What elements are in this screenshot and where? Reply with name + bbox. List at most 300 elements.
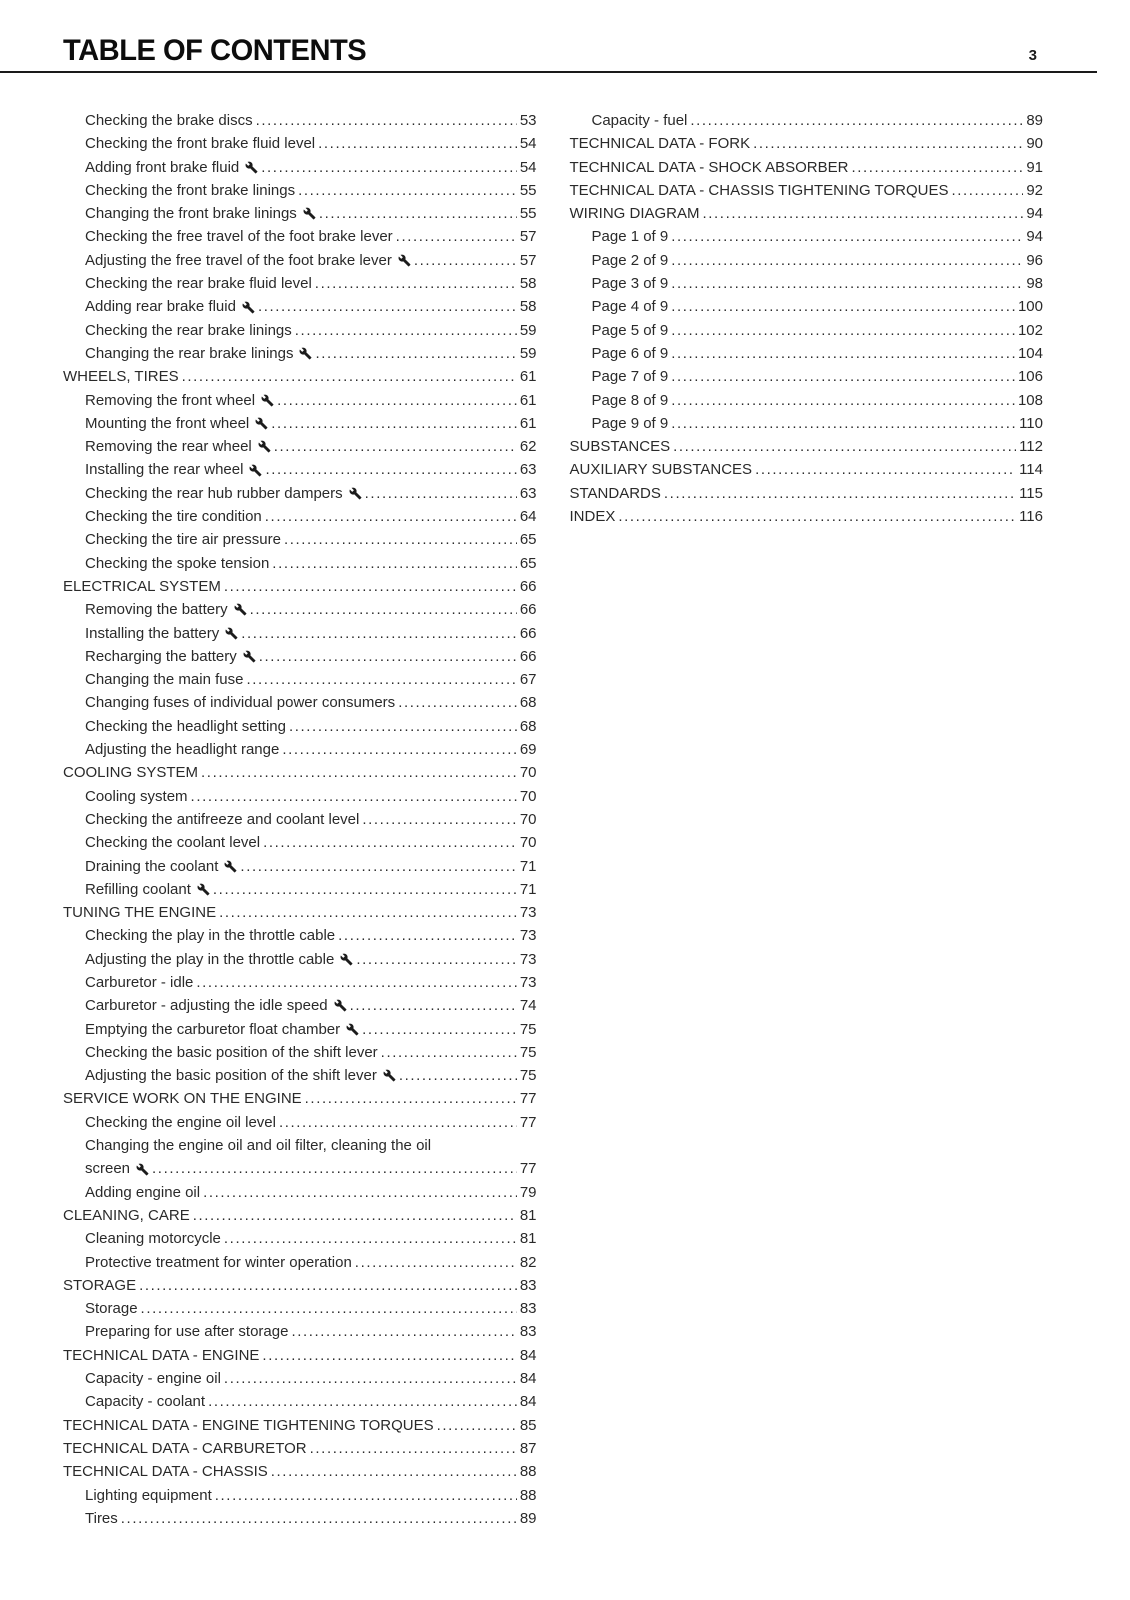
toc-entry xyxy=(63,645,537,668)
toc-entry-label: Page 4 of 9 xyxy=(591,298,669,316)
toc-entry xyxy=(63,924,537,947)
dot-leader xyxy=(671,412,1016,435)
toc-entry xyxy=(63,785,537,808)
toc-section-entry xyxy=(63,1414,537,1437)
dot-leader xyxy=(690,109,1023,132)
toc-entry xyxy=(570,249,1044,272)
toc-entry-page: 66 xyxy=(519,601,537,619)
toc-entry-label: TECHNICAL DATA - ENGINE xyxy=(63,1346,260,1364)
toc-entry xyxy=(570,389,1044,412)
toc-section-entry xyxy=(570,505,1044,528)
toc-entry-row xyxy=(85,482,537,505)
toc-entry xyxy=(63,1018,537,1041)
toc-entry-row xyxy=(592,365,1044,388)
dot-leader xyxy=(350,994,517,1017)
toc-entry-page: 85 xyxy=(519,1416,537,1434)
toc-entry xyxy=(63,202,537,225)
toc-entry-row xyxy=(85,971,537,994)
toc-entry xyxy=(63,505,537,528)
toc-entry-page: 75 xyxy=(519,1020,537,1038)
toc-entry-page: 75 xyxy=(519,1067,537,1085)
toc-entry xyxy=(63,295,537,318)
dot-leader xyxy=(213,878,517,901)
toc-entry xyxy=(570,365,1044,388)
wrench-icon xyxy=(303,207,316,220)
toc-entry xyxy=(63,668,537,691)
toc-entry-page: 88 xyxy=(519,1463,537,1481)
toc-entry xyxy=(63,156,537,179)
toc-entry-label: TECHNICAL DATA - CHASSIS TIGHTENING TORQUES xyxy=(569,181,949,199)
dot-leader xyxy=(203,1181,517,1204)
dot-leader xyxy=(224,1227,517,1250)
toc-entry-label: Checking the front brake fluid level xyxy=(85,135,316,153)
toc-entry xyxy=(63,552,537,575)
wrench-icon xyxy=(243,650,256,663)
dot-leader xyxy=(258,295,517,318)
toc-entry xyxy=(63,389,537,412)
toc-entry-row xyxy=(592,342,1044,365)
toc-entry-page: 87 xyxy=(519,1439,537,1457)
toc-entry-label: SUBSTANCES xyxy=(569,438,671,456)
wrench-icon xyxy=(261,394,274,407)
toc-entry-row xyxy=(592,109,1044,132)
toc-entry-page: 89 xyxy=(1026,112,1043,129)
toc-entry xyxy=(570,412,1044,435)
wrench-icon xyxy=(398,254,411,267)
toc-entry-page: 91 xyxy=(1026,158,1043,176)
dot-leader xyxy=(618,505,1016,528)
dot-leader xyxy=(219,901,517,924)
toc-entry-label: Checking the engine oil level xyxy=(85,1113,276,1131)
toc-entry-row xyxy=(592,249,1044,272)
toc-entry-page: 77 xyxy=(519,1113,537,1131)
dot-leader xyxy=(396,225,517,248)
toc-entry-row xyxy=(85,785,537,808)
toc-entry-row xyxy=(85,1181,537,1204)
dot-leader xyxy=(246,668,516,691)
toc-entry-page: 73 xyxy=(519,950,537,968)
wrench-icon xyxy=(349,487,362,500)
toc-entry-page: 88 xyxy=(519,1486,537,1504)
toc-entry-row xyxy=(85,1297,537,1320)
toc-entry-label: Adjusting the headlight range xyxy=(85,741,280,759)
toc-entry-page: 70 xyxy=(519,764,537,782)
toc-entry-page: 70 xyxy=(519,810,537,828)
toc-entry-page: 55 xyxy=(519,181,537,199)
toc-entry-row xyxy=(592,389,1044,412)
toc-entry-page: 54 xyxy=(519,158,537,176)
dot-leader xyxy=(305,1087,517,1110)
toc-entry-label: Checking the spoke tension xyxy=(85,554,270,572)
toc-entry-label: ELECTRICAL SYSTEM xyxy=(63,577,221,595)
toc-entry-row xyxy=(85,738,537,761)
toc-entry-label: Checking the rear hub rubber dampers xyxy=(85,484,343,502)
toc-entry-label: Page 1 of 9 xyxy=(591,228,669,246)
toc-entry-row xyxy=(592,295,1044,318)
toc-entry-page: 96 xyxy=(1026,251,1043,269)
toc-column-right xyxy=(570,109,1044,1530)
toc-entry-label: Removing the rear wheel xyxy=(85,438,252,456)
toc-entry-label: TECHNICAL DATA - SHOCK ABSORBER xyxy=(569,158,849,176)
dot-leader xyxy=(215,1484,517,1507)
toc-entry-row xyxy=(63,901,537,924)
dot-leader xyxy=(295,319,517,342)
toc-entry-row xyxy=(63,1274,537,1297)
dot-leader xyxy=(398,691,517,714)
toc-entry-row xyxy=(570,132,1044,155)
toc-entry-label: INDEX xyxy=(569,508,616,526)
toc-entry-page: 100 xyxy=(1017,298,1043,316)
dot-leader xyxy=(201,761,517,784)
toc-entry-row xyxy=(85,668,537,691)
toc-entry-label: TECHNICAL DATA - FORK xyxy=(569,135,751,153)
toc-entry-row xyxy=(85,691,537,714)
toc-entry-row xyxy=(570,482,1044,505)
toc-entry-label: Page 6 of 9 xyxy=(591,344,669,362)
toc-entry xyxy=(63,691,537,714)
toc-entry-label: STANDARDS xyxy=(569,484,661,502)
toc-entry-row xyxy=(85,249,537,272)
toc-entry-label: Capacity - coolant xyxy=(85,1393,206,1411)
toc-entry xyxy=(570,109,1044,132)
toc-entry-page: 104 xyxy=(1017,344,1043,362)
toc-entry xyxy=(63,1227,537,1250)
toc-entry-label: Page 9 of 9 xyxy=(591,414,669,432)
toc-entry-label: Carburetor - idle xyxy=(85,973,194,991)
toc-entry-page: 83 xyxy=(519,1323,537,1341)
toc-entry-row xyxy=(85,179,537,202)
toc-entry-row xyxy=(85,342,537,365)
dot-leader xyxy=(437,1414,517,1437)
toc-entry xyxy=(63,412,537,435)
toc-entry-label: screen xyxy=(85,1160,131,1178)
dot-leader xyxy=(399,1064,517,1087)
toc-entry-row xyxy=(85,645,537,668)
dot-leader xyxy=(315,272,517,295)
toc-entry-label: COOLING SYSTEM xyxy=(63,764,199,782)
dot-leader xyxy=(338,924,517,947)
dot-leader xyxy=(671,225,1023,248)
toc-entry-page: 94 xyxy=(1026,205,1043,223)
dot-leader xyxy=(193,1204,517,1227)
toc-entry-label: Adjusting the basic position of the shift lever xyxy=(85,1067,377,1085)
toc-entry-page: 75 xyxy=(519,1043,537,1061)
dot-leader xyxy=(139,1274,517,1297)
toc-entry xyxy=(63,225,537,248)
toc-entry-page: 69 xyxy=(519,741,537,759)
header-page-number: 3 xyxy=(1028,47,1037,64)
toc-entry-page: 71 xyxy=(519,857,537,875)
toc-section-entry xyxy=(63,1274,537,1297)
wrench-icon xyxy=(249,464,262,477)
toc-entry-row xyxy=(85,458,537,481)
toc-entry-label: Adjusting the free travel of the foot brake lever xyxy=(85,251,392,269)
dot-leader xyxy=(755,458,1016,481)
toc-entry-page: 70 xyxy=(519,834,537,852)
toc-entry-row xyxy=(570,179,1044,202)
dot-leader xyxy=(310,1437,517,1460)
toc-entry-row xyxy=(63,1204,537,1227)
toc-entry-page: 57 xyxy=(519,251,537,269)
toc-section-entry xyxy=(570,132,1044,155)
dot-leader xyxy=(298,179,517,202)
toc-entry-label: Draining the coolant xyxy=(85,857,219,875)
toc-entry-row xyxy=(85,808,537,831)
toc-entry-page: 83 xyxy=(519,1276,537,1294)
toc-entry-label: Checking the coolant level xyxy=(85,834,261,852)
toc-entry xyxy=(63,435,537,458)
toc-entry-page: 70 xyxy=(519,787,537,805)
wrench-icon xyxy=(225,627,238,640)
toc-section-entry xyxy=(570,482,1044,505)
toc-entry-page: 54 xyxy=(519,135,537,153)
toc-entry-row xyxy=(85,132,537,155)
toc-entry-page: 77 xyxy=(519,1090,537,1108)
toc-entry xyxy=(63,1320,537,1343)
dot-leader xyxy=(282,738,517,761)
toc-entry xyxy=(63,249,537,272)
toc-entry-label: Adjusting the play in the throttle cable xyxy=(85,950,335,968)
toc-entry xyxy=(63,342,537,365)
toc-entry-page: 89 xyxy=(519,1509,537,1527)
wrench-icon xyxy=(197,883,210,896)
toc-entry-row xyxy=(85,1367,537,1390)
toc-column-left xyxy=(63,109,537,1530)
toc-entry xyxy=(63,878,537,901)
dot-leader xyxy=(121,1507,517,1530)
dot-leader xyxy=(224,575,517,598)
toc-entry-label: Page 3 of 9 xyxy=(591,275,669,293)
toc-entry-label: Checking the rear brake linings xyxy=(85,321,292,339)
toc-entry xyxy=(63,528,537,551)
toc-entry-page: 66 xyxy=(519,577,537,595)
toc-entry-row xyxy=(85,1157,537,1180)
dot-leader xyxy=(240,855,516,878)
dot-leader xyxy=(272,552,517,575)
toc-section-entry xyxy=(63,1087,537,1110)
toc-section-entry xyxy=(570,179,1044,202)
toc-entry-row xyxy=(85,948,537,971)
dot-leader xyxy=(365,482,517,505)
toc-entry-row xyxy=(85,1320,537,1343)
toc-entry-row xyxy=(570,505,1044,528)
toc-entry-page: 84 xyxy=(519,1370,537,1388)
dot-leader xyxy=(356,948,516,971)
dot-leader xyxy=(265,505,517,528)
toc-entry xyxy=(63,1297,537,1320)
toc-entry-page: 63 xyxy=(519,461,537,479)
toc-entry xyxy=(570,342,1044,365)
wrench-icon xyxy=(242,301,255,314)
toc-entry-row xyxy=(570,156,1044,179)
toc-entry-row xyxy=(63,1437,537,1460)
toc-entry-page: 98 xyxy=(1026,275,1043,293)
toc-entry-label: Changing the main fuse xyxy=(85,671,244,689)
dot-leader xyxy=(703,202,1024,225)
toc-entry-row xyxy=(85,295,537,318)
toc-entry-page: 108 xyxy=(1017,391,1043,409)
toc-entry-page: 90 xyxy=(1026,135,1043,153)
toc-entry xyxy=(570,319,1044,342)
toc-entry-row xyxy=(592,272,1044,295)
toc-entry-row xyxy=(570,458,1044,481)
toc-entry-page: 114 xyxy=(1019,461,1043,479)
dot-leader xyxy=(265,458,516,481)
dot-leader xyxy=(362,1018,517,1041)
toc-entry-label: AUXILIARY SUBSTANCES xyxy=(569,461,753,479)
dot-leader xyxy=(263,831,517,854)
toc-entry xyxy=(63,1251,537,1274)
toc-entry-label: Installing the battery xyxy=(85,624,220,642)
dot-leader xyxy=(381,1041,517,1064)
wrench-icon xyxy=(245,161,258,174)
dot-leader xyxy=(241,622,517,645)
toc-entry xyxy=(570,272,1044,295)
toc-entry-label: Changing fuses of individual power consumers xyxy=(85,694,396,712)
dot-leader xyxy=(671,272,1023,295)
dot-leader xyxy=(291,1320,516,1343)
dot-leader xyxy=(250,598,517,621)
toc-section-entry xyxy=(63,901,537,924)
toc-entry-row xyxy=(85,715,537,738)
toc-entry-label: Checking the play in the throttle cable xyxy=(85,927,336,945)
toc-entry-label: STORAGE xyxy=(63,1276,137,1294)
toc-entry-label: Cooling system xyxy=(85,787,188,805)
toc-entry-row xyxy=(85,272,537,295)
toc-entry-row xyxy=(85,225,537,248)
toc-entry-label: Checking the antifreeze and coolant level xyxy=(85,810,360,828)
toc-entry-row xyxy=(63,1460,537,1483)
toc-entry-label: Cleaning motorcycle xyxy=(85,1230,221,1248)
wrench-icon xyxy=(299,347,312,360)
wrench-icon xyxy=(340,953,353,966)
dot-leader xyxy=(196,971,516,994)
toc-entry-page: 58 xyxy=(519,275,537,293)
toc-entry-row xyxy=(85,1227,537,1250)
dot-leader xyxy=(182,365,517,388)
toc-entry-label: Page 5 of 9 xyxy=(591,321,669,339)
toc-entry-page: 79 xyxy=(519,1183,537,1201)
dot-leader xyxy=(671,319,1015,342)
toc-entry xyxy=(570,295,1044,318)
toc-entry xyxy=(63,1507,537,1530)
dot-leader xyxy=(362,808,516,831)
dot-leader xyxy=(315,342,516,365)
toc-entry xyxy=(63,1134,537,1181)
dot-leader xyxy=(191,785,517,808)
toc-entry-page: 61 xyxy=(519,414,537,432)
toc-entry-page: 116 xyxy=(1019,508,1043,526)
wrench-icon xyxy=(255,417,268,430)
toc-entry-row xyxy=(63,575,537,598)
toc-entry-label: Removing the battery xyxy=(85,601,228,619)
dot-leader xyxy=(256,109,517,132)
toc-entry-label: Emptying the carburetor float chamber xyxy=(85,1020,341,1038)
toc-entry-page: 62 xyxy=(519,438,537,456)
toc-entry-row xyxy=(85,552,537,575)
toc-entry-row xyxy=(85,924,537,947)
toc-entry-page: 73 xyxy=(519,904,537,922)
dot-leader xyxy=(671,249,1023,272)
toc-entry-label: Tires xyxy=(85,1509,118,1527)
dot-leader xyxy=(319,202,517,225)
toc-entry-row xyxy=(85,319,537,342)
dot-leader xyxy=(673,435,1016,458)
toc-entry-row xyxy=(85,831,537,854)
toc-entry-label: Checking the tire air pressure xyxy=(85,531,281,549)
toc-entry xyxy=(63,1064,537,1087)
toc-entry-label: Adding front brake fluid xyxy=(85,158,240,176)
dot-leader xyxy=(671,365,1015,388)
toc-entry-page: 73 xyxy=(519,973,537,991)
toc-entry xyxy=(63,458,537,481)
toc-entry-label: Checking the brake discs xyxy=(85,112,253,129)
toc-entry-page: 68 xyxy=(519,694,537,712)
toc-entry-label: Checking the front brake linings xyxy=(85,181,296,199)
toc-entry-row xyxy=(85,389,537,412)
toc-entry-row xyxy=(85,598,537,621)
toc-entry-label: CLEANING, CARE xyxy=(63,1206,190,1224)
toc-entry-label: Storage xyxy=(85,1300,138,1318)
toc-entry-page: 66 xyxy=(519,624,537,642)
toc-entry-row xyxy=(85,109,537,132)
page-header xyxy=(0,0,1097,73)
toc-entry-row xyxy=(85,622,537,645)
toc-entry xyxy=(63,622,537,645)
toc-entry-page: 115 xyxy=(1019,484,1043,502)
toc-entry-label: WHEELS, TIRES xyxy=(63,368,179,386)
toc-entry-page: 65 xyxy=(519,554,537,572)
dot-leader xyxy=(262,1344,516,1367)
toc-entry-page: 83 xyxy=(519,1300,537,1318)
toc-entry xyxy=(63,948,537,971)
toc-section-entry xyxy=(63,1204,537,1227)
toc-entry-label: Adding rear brake fluid xyxy=(85,298,236,316)
toc-entry-page: 106 xyxy=(1017,368,1043,386)
toc-entry xyxy=(63,831,537,854)
toc-entry-label: TUNING THE ENGINE xyxy=(63,904,217,922)
toc-entry-page: 65 xyxy=(519,531,537,549)
toc-entry-page: 82 xyxy=(519,1253,537,1271)
toc-entry-page: 102 xyxy=(1017,321,1043,339)
toc-section-entry xyxy=(63,1460,537,1483)
toc-entry xyxy=(63,1111,537,1134)
toc-entry-label: Checking the free travel of the foot brake lever xyxy=(85,228,393,246)
dot-leader xyxy=(208,1390,517,1413)
toc-entry-row xyxy=(85,202,537,225)
toc-section-entry xyxy=(63,365,537,388)
toc-entry-row xyxy=(85,1064,537,1087)
toc-entry-page: 59 xyxy=(519,344,537,362)
toc-entry-row xyxy=(592,319,1044,342)
toc-entry-label: Lighting equipment xyxy=(85,1486,212,1504)
toc-entry-label: Checking the basic position of the shift lever xyxy=(85,1043,378,1061)
toc-section-entry xyxy=(63,1437,537,1460)
dot-leader xyxy=(274,435,517,458)
dot-leader xyxy=(224,1367,517,1390)
toc-entry xyxy=(63,132,537,155)
dot-leader xyxy=(671,342,1015,365)
dot-leader xyxy=(284,528,517,551)
toc-entry-page: 55 xyxy=(519,205,537,223)
toc-entry-page: 59 xyxy=(519,321,537,339)
toc-entry xyxy=(63,855,537,878)
toc-entry xyxy=(63,715,537,738)
toc-columns xyxy=(0,73,1130,1530)
toc-entry-page: 61 xyxy=(519,391,537,409)
wrench-icon xyxy=(383,1069,396,1082)
toc-entry xyxy=(63,272,537,295)
